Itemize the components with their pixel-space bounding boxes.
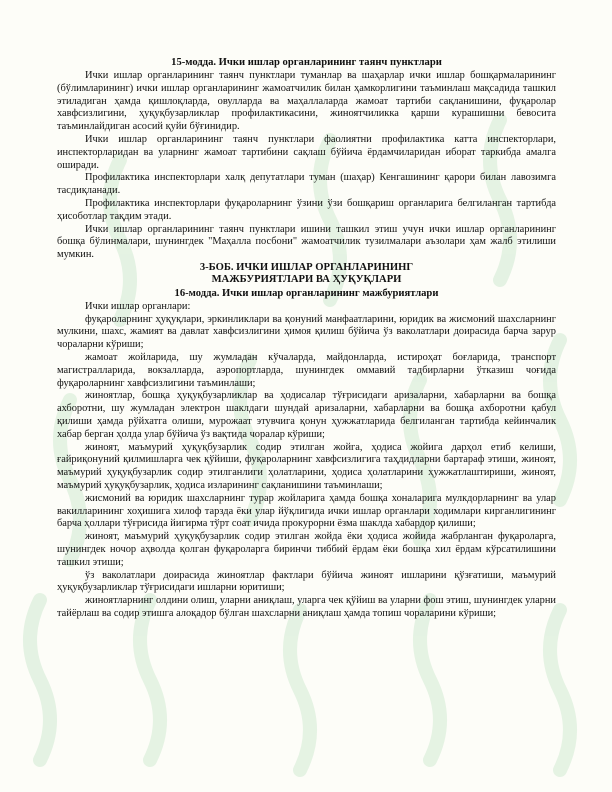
chapter-3-title-line-1: 3-БОБ. ИЧКИ ИШЛАР ОРГАНЛАРИНИНГ: [199, 261, 414, 273]
article-15-paragraph-3: Профилактика инспекторлари халқ депутатлари туман (шаҳар) Кенгашининг қарори билан лавозимга тасдиқланади.: [57, 172, 556, 197]
article-16-item: жамоат жойларида, шу жумладан кўчаларда, майдонларда, истироҳат боғларида, транспорт магистралларида, вокзалларда, аэропортларда, шунингдек оммавий тадбирларни ўтказиш чоғида фуқароларнинг хавфсизлигини таъминлаши;: [57, 351, 556, 389]
article-16-title: 16-модда. Ички ишлар органларининг мажбуриятлари: [174, 287, 439, 299]
article-16-item: жиноят, маъмурий ҳуқуқбузарлик содир этилган жойга, ҳодиса жойига дарҳол етиб келиши, ғайриқонуний қилмишларга чек қўйиши, фуқароларнинг хавфсизлигига таҳдидларни бартараф этиши, жиноят, маъмурий ҳуқуқбузарлик содир этилганлиги ҳолатларини, ҳодиса ҳолатларини ҳужжатлаштириши, жиноят, маъмурий ҳуқуқбузарлик, ҳодиса изларининг сақланишини таъминлаши;: [57, 441, 556, 491]
article-15-paragraph-1: Ички ишлар органларининг таянч пунктлари туманлар ва шаҳарлар ички ишлар бошқармаларининг (бўлимларининг) ички ишлар органларининг жамоатчилик билан ҳамкорлигини таъминлаш мақсадида ташкил этиладиган ҳамда қишлоқларда, овулларда ва маҳаллаларда жамоат тартиби сақланишини, фуқаролар хавфсизлигини, ҳуқуқбузарликлар профилактикасини, жиноятчиликка қарши курашишни бевосита таъминлайдиган асосий қуйи бўғинидир.: [57, 70, 556, 133]
article-15-paragraph-2: Ички ишлар органларининг таянч пунктлари фаолиятни профилактика катта инспекторлари, инспекторларидан ва уларнинг жамоат тартибини сақлаш бўйича ёрдамчиларидан иборат таркибда амалга оширади.: [57, 133, 556, 171]
article-16-item: жиноятлар, бошқа ҳуқуқбузарликлар ва ҳодисалар тўғрисидаги аризаларни, хабарларни ва бошқа ахборотни, шу жумладан электрон шаклдаги шундай аризаларни, хабарларни ва бошқа ахборотни қабул қилиши ҳамда рўйхатга олиши, мурожаат этувчига қонун ҳужжатларида белгиланган тартибда кейинчалик хабар берган ҳолда улар бўйича ўз вақтида чоралар кўриши;: [57, 390, 556, 440]
article-16-item: фуқароларнинг ҳуқуқлари, эркинликлари ва қонуний манфаатларини, юридик ва жисмоний шахсларнинг мулкини, шахс, жамият ва давлат хавфсизлигини ҳимоя қилиш бўйича ўз ваколатлари доирасида барча зарур чораларни кўриши;: [57, 313, 556, 351]
article-15-paragraph-5: Ички ишлар органларининг таянч пунктлари ишини ташкил этиш учун ички ишлар органларининг бошқа бўлинмалари, шунингдек "Маҳалла посбони" жамоатчилик тузилмалари аъзолари ҳам жалб этилиши мумкин.: [57, 223, 556, 261]
article-16-item: жиноятларнинг олдини олиш, уларни аниқлаш, уларга чек қўйиш ва уларни фош этиш, шунингдек уларни тайёрлаш ва содир этишга алоқадор бўлган шахсларни аниқлаш ҳамда топиш чораларини кўриши;: [57, 595, 556, 619]
article-16-intro: Ички ишлар органлари:: [85, 300, 191, 312]
article-15-title: 15-модда. Ички ишлар органларининг таянч пунктлари: [171, 57, 442, 68]
article-16-item: ўз ваколатлари доирасида жиноятлар фактлари бўйича жиноят ишларини қўзғатиши, маъмурий ҳуқуқбузарликлар тўғрисидаги ишларни юритиши;: [57, 569, 556, 594]
article-16-item: жисмоний ва юридик шахсларнинг турар жойларига ҳамда бошқа хоналарига мулкдорларнинг ва улар вакилларининг хоҳишига хилоф тарзда ёки улар йўқлигида ички ишлар органлари ходимлари кирганлигининг барча ҳоллари тўғрисида йигирма тўрт соат ичида прокурорни ёзма шаклда хабардор қилиши;: [57, 492, 556, 530]
article-16-item: жиноят, маъмурий ҳуқуқбузарлик содир этилган жойда ёки ҳодиса жойида жабрланган фуқароларга, шунингдек ночор аҳволда қолган фуқароларга биринчи тиббий ёрдам ёки бошқа хил ёрдам кўрсатилишини ташкил этиши;: [57, 531, 556, 568]
chapter-3-title-line-2: МАЖБУРИЯТЛАРИ ВА ҲУҚУҚЛАРИ: [211, 274, 402, 286]
article-15-paragraph-4: Профилактика инспекторлари фуқароларнинг ўзини ўзи бошқариш органларига белгиланган тартибда ҳисоботлар тақдим этади.: [57, 197, 556, 222]
